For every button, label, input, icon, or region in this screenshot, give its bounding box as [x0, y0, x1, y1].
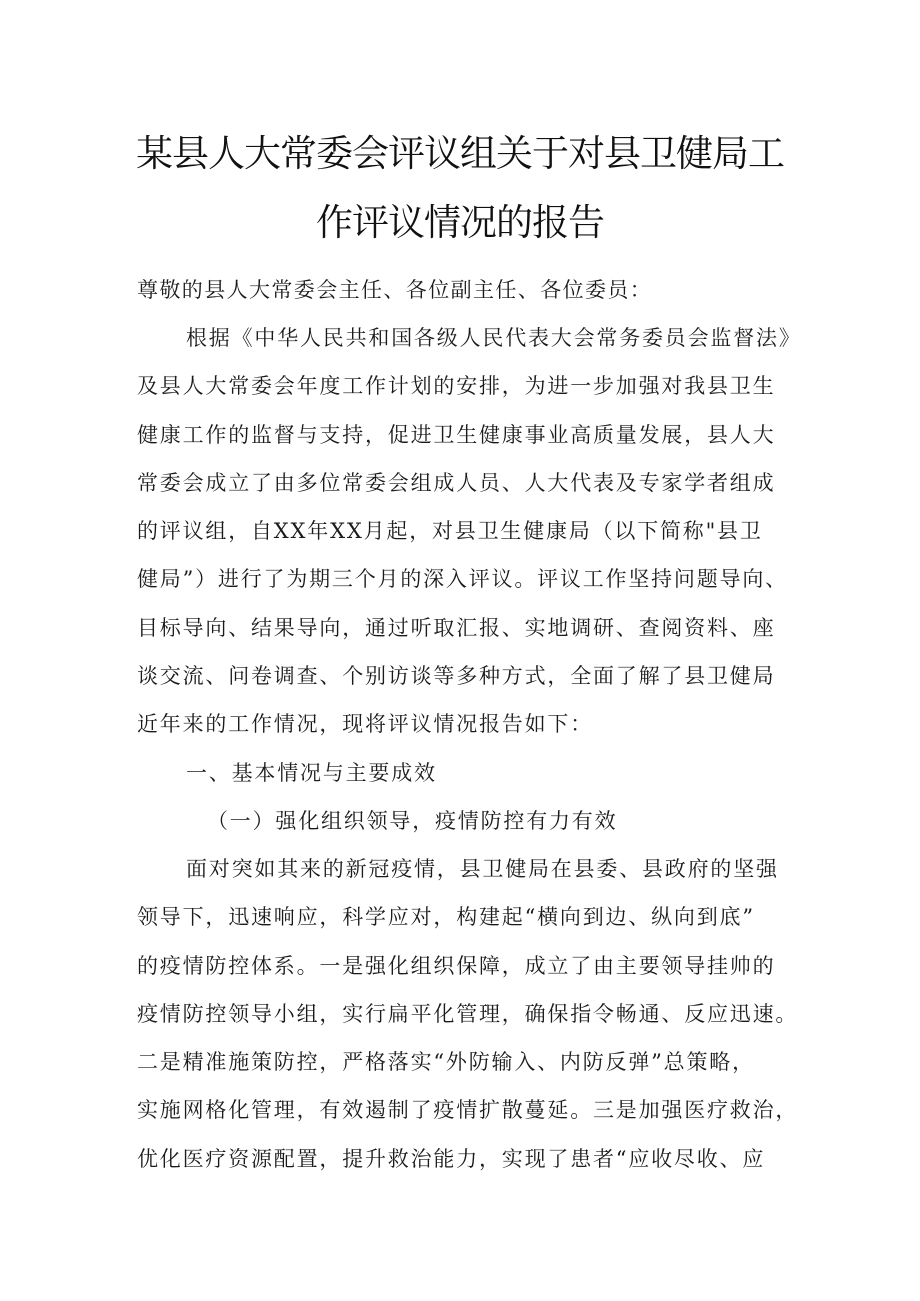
paragraph-line: 优化医疗资源配置，提升救治能力，实现了患者“应收尽收、应: [137, 1146, 766, 1171]
paragraph-line: 领导下，迅速响应，科学应对，构建起“横向到边、纵向到底”: [137, 905, 755, 930]
paragraph-line: 谈交流、问卷调查、个别访谈等多种方式，全面了解了县卫健局: [137, 664, 776, 689]
paragraph-line: 健康工作的监督与支持，促进卫生健康事业高质量发展，县人大: [137, 422, 776, 447]
paragraph-line: 的疫情防控体系。一是强化组织保障，成立了由主要领导挂帅的: [137, 953, 776, 978]
paragraph-line: 近年来的工作情况，现将评议情况报告如下：: [137, 712, 593, 737]
section-heading: 一、基本情况与主要成效: [186, 761, 437, 785]
paragraph-line: 疫情防控领导小组，实行扁平化管理，确保指令畅通、反应迅速。: [137, 1001, 799, 1026]
paragraph-line: 面对突如其来的新冠疫情，县卫健局在县委、县政府的坚强: [186, 857, 779, 881]
paragraph-intro: [137, 314, 802, 749]
paragraph-line: 及县人大常委会年度工作计划的安排，为进一步加强对我县卫生: [137, 374, 776, 399]
salutation: 尊敬的县人大常委会主任、各位副主任、各位委员：: [137, 278, 653, 302]
paragraph-line: 二是精准施策防控，严格落实“外防输入、内防反弹”总策略，: [137, 1050, 755, 1075]
paragraph-line: 实施网格化管理，有效遏制了疫情扩散蔓延。三是加强医疗救治，: [137, 1098, 799, 1123]
document-title-line-1: 某县人大常委会评议组关于对县卫健局工: [136, 132, 784, 175]
paragraph-line: 常委会成立了由多位常委会组成人员、人大代表及专家学者组成: [137, 470, 776, 495]
document-title-line-2: 作评议情况的报告: [316, 201, 604, 244]
subsection-heading: （一）强化组织领导，疫情防控有力有效: [207, 809, 618, 833]
paragraph-line: 健局”）进行了为期三个月的深入评议。评议工作坚持问题导向、: [137, 567, 788, 592]
paragraph-epidemic: [137, 845, 797, 1183]
paragraph-line: 的评议组，自XX年XX月起，对县卫生健康局（以下简称"县卫: [137, 519, 763, 544]
paragraph-line: 根据《中华人民共和国各级人民代表大会常务委员会监督法》: [186, 326, 802, 350]
paragraph-line: 目标导向、结果导向，通过听取汇报、实地调研、查阅资料、座: [137, 615, 776, 640]
